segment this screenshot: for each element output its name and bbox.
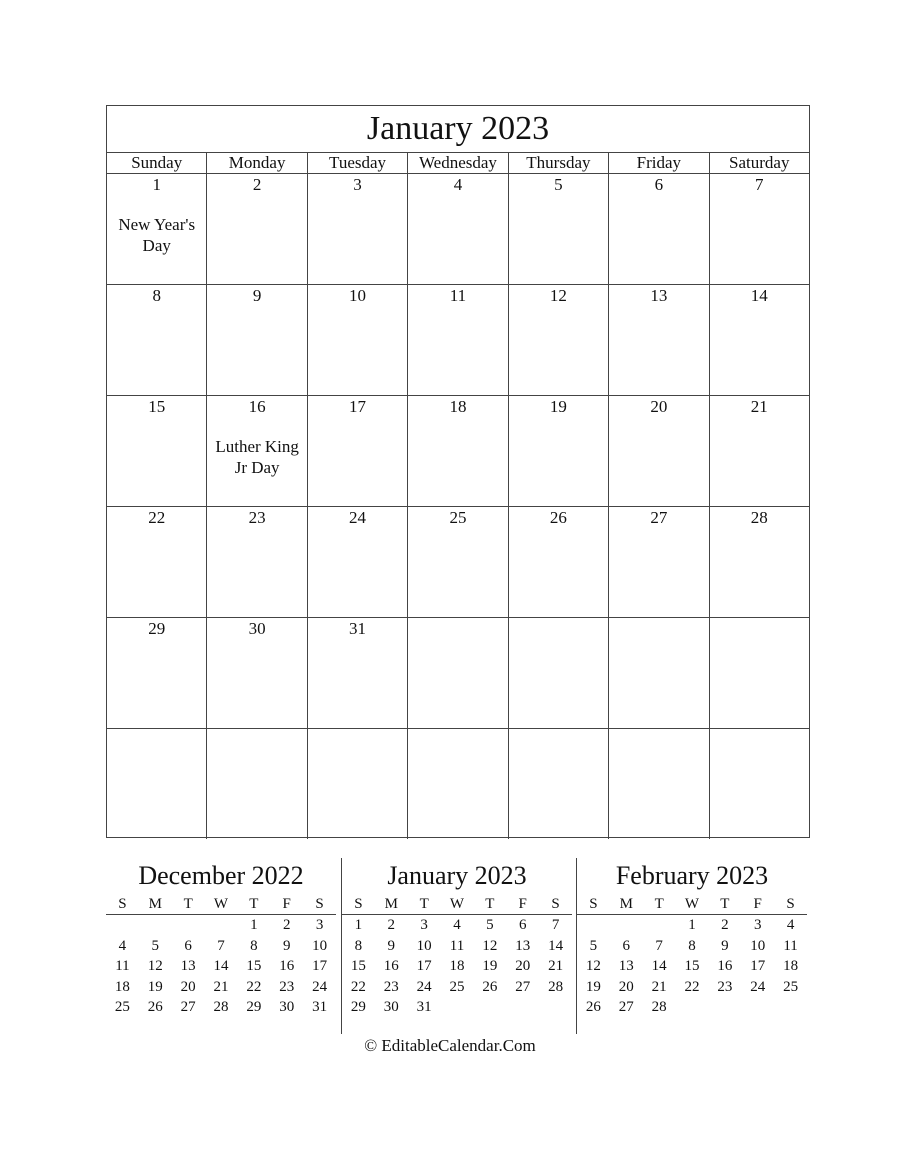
day-cell <box>509 285 609 395</box>
mini-calendar-title: December 2022 <box>138 861 304 890</box>
day-cell <box>710 396 809 506</box>
mini-day: 27 <box>515 978 531 995</box>
mini-day: 9 <box>387 937 396 954</box>
day-number <box>107 729 206 730</box>
day-cell <box>509 729 609 839</box>
mini-day: 26 <box>147 999 163 1015</box>
day-number <box>609 729 708 730</box>
day-cell <box>609 507 709 617</box>
weekday-sunday: Sunday <box>107 153 207 173</box>
weekday-monday: Monday <box>207 153 307 173</box>
mini-day: 10 <box>750 937 766 954</box>
mini-day: 16 <box>383 958 399 974</box>
mini-day: 29 <box>350 999 366 1015</box>
day-number: 12 <box>549 286 567 305</box>
mini-day: 30 <box>279 999 295 1015</box>
mini-day: 17 <box>312 958 328 974</box>
mini-day <box>106 915 139 936</box>
day-number: 17 <box>349 397 367 416</box>
day-cell <box>308 729 408 839</box>
day-cell <box>408 729 508 839</box>
mini-day: 29 <box>246 999 262 1015</box>
day-number: 3 <box>353 175 362 194</box>
mini-weekday: M <box>384 896 398 912</box>
mini-weekday: W <box>449 896 465 912</box>
mini-weekday-header <box>577 894 807 915</box>
day-cell <box>308 618 408 728</box>
mini-week-row <box>577 956 807 977</box>
mini-week-row <box>577 997 807 1018</box>
mini-day: 20 <box>618 978 634 995</box>
mini-day: 13 <box>618 958 634 974</box>
weekday-wednesday: Wednesday <box>408 153 508 173</box>
mini-day: 4 <box>453 917 461 933</box>
mini-day: 27 <box>618 999 634 1015</box>
mini-calendar-title: January 2023 <box>387 861 527 890</box>
mini-weekday: M <box>148 896 162 912</box>
day-number: 27 <box>650 508 668 527</box>
mini-day: 31 <box>312 999 328 1015</box>
day-number <box>408 729 507 730</box>
day-number: 14 <box>750 286 768 305</box>
mini-day: 26 <box>585 999 601 1015</box>
mini-day: 25 <box>783 978 799 995</box>
mini-weekday: F <box>282 896 291 912</box>
mini-day: 23 <box>383 978 399 995</box>
mini-week-row <box>577 977 807 998</box>
mini-day: 9 <box>721 937 729 954</box>
mini-day: 19 <box>585 978 601 995</box>
mini-day: 6 <box>184 937 192 954</box>
day-cell <box>107 285 207 395</box>
mini-day: 20 <box>515 958 531 974</box>
mini-day: 11 <box>783 937 798 954</box>
day-cell <box>308 174 408 284</box>
mini-day <box>205 915 238 936</box>
mini-day: 13 <box>180 958 196 974</box>
day-number: 4 <box>453 175 463 194</box>
weekday-saturday: Saturday <box>729 153 790 172</box>
day-cell <box>710 174 809 284</box>
day-cell <box>509 396 609 506</box>
mini-weekday: S <box>786 896 795 912</box>
mini-day: 7 <box>551 917 560 933</box>
day-cell <box>609 618 709 728</box>
mini-week-row <box>577 915 807 936</box>
mini-day <box>473 997 506 1018</box>
mini-day: 30 <box>383 999 399 1015</box>
day-number: 25 <box>449 508 467 527</box>
day-number: 24 <box>349 508 367 527</box>
day-cell <box>207 285 307 395</box>
mini-day: 2 <box>721 917 729 933</box>
mini-day: 15 <box>684 958 700 974</box>
day-number: 19 <box>549 397 567 416</box>
mini-week-row <box>342 977 572 998</box>
day-cell <box>107 396 207 506</box>
mini-day: 22 <box>350 978 366 995</box>
day-cell <box>609 729 709 839</box>
mini-calendar-title: February 2023 <box>615 861 769 890</box>
mini-day: 18 <box>114 978 130 995</box>
day-number: 2 <box>252 175 262 194</box>
calendar-week <box>107 618 809 729</box>
mini-day: 12 <box>482 937 498 954</box>
day-cell <box>207 618 307 728</box>
mini-weekday-header <box>106 894 336 915</box>
mini-day: 28 <box>651 999 667 1015</box>
day-cell <box>408 174 508 284</box>
mini-day: 11 <box>449 937 465 954</box>
mini-week-row <box>342 956 572 977</box>
mini-weekday: M <box>619 896 633 912</box>
mini-day: 14 <box>651 958 667 974</box>
day-cell <box>408 618 508 728</box>
mini-day: 6 <box>622 937 631 954</box>
day-number: 22 <box>148 508 166 527</box>
mini-day: 6 <box>518 917 527 933</box>
mini-weekday: W <box>213 896 229 912</box>
mini-day <box>139 915 172 936</box>
mini-day: 25 <box>449 978 465 995</box>
mini-weekday: S <box>589 896 598 912</box>
day-cell <box>710 285 809 395</box>
day-number: 1 <box>152 175 161 194</box>
mini-day: 2 <box>387 917 396 933</box>
mini-calendars <box>106 858 810 1034</box>
day-number: 15 <box>148 397 166 416</box>
mini-day: 16 <box>279 958 295 974</box>
day-number <box>207 729 306 730</box>
calendar-grid <box>107 174 809 839</box>
day-number: 29 <box>148 619 166 638</box>
mini-day: 8 <box>688 937 696 954</box>
day-number <box>710 729 809 730</box>
month-calendar <box>106 105 810 838</box>
day-cell <box>107 507 207 617</box>
mini-day: 3 <box>420 917 428 933</box>
day-cell <box>710 729 809 839</box>
calendar-week <box>107 507 809 618</box>
mini-day: 18 <box>783 958 799 974</box>
mini-week-row <box>106 936 336 957</box>
mini-day: 9 <box>282 937 291 954</box>
calendar-week <box>107 396 809 507</box>
mini-day <box>741 997 774 1018</box>
mini-day: 7 <box>655 937 663 954</box>
weekday-tuesday: Tuesday <box>308 153 408 173</box>
weekday-header <box>107 153 809 174</box>
mini-weekday: F <box>518 896 527 912</box>
mini-day: 12 <box>147 958 163 974</box>
day-cell <box>509 618 609 728</box>
mini-day: 23 <box>279 978 295 995</box>
mini-day <box>643 915 676 936</box>
day-cell <box>207 729 307 839</box>
day-cell <box>408 396 508 506</box>
day-number: 21 <box>750 397 768 416</box>
mini-weekday: T <box>419 896 429 912</box>
calendar-week <box>107 729 809 839</box>
mini-day: 27 <box>180 999 196 1015</box>
day-cell <box>408 507 508 617</box>
mini-day: 28 <box>548 978 564 995</box>
mini-week-row <box>342 915 572 936</box>
day-cell <box>107 729 207 839</box>
mini-day: 24 <box>416 978 432 995</box>
day-cell <box>408 285 508 395</box>
day-cell <box>609 396 709 506</box>
mini-week-row <box>106 956 336 977</box>
day-cell <box>308 285 408 395</box>
day-number: 20 <box>650 397 668 416</box>
mini-weekday-header <box>342 894 572 915</box>
mini-day: 23 <box>717 978 733 995</box>
weekday-friday: Friday <box>609 153 709 173</box>
mini-weekday: T <box>654 896 664 912</box>
mini-day: 8 <box>250 937 258 954</box>
day-cell <box>509 507 609 617</box>
mini-week-row <box>342 936 572 957</box>
mini-day: 19 <box>147 978 163 995</box>
mini-day <box>539 997 572 1018</box>
mini-day <box>610 915 643 936</box>
day-number: 16 <box>248 397 266 416</box>
day-number <box>308 729 407 730</box>
mini-day <box>774 997 807 1018</box>
calendar-week <box>107 285 809 396</box>
holiday-label: New Year's Day <box>118 215 196 255</box>
day-number <box>408 618 507 619</box>
day-number: 8 <box>152 286 161 305</box>
day-number: 10 <box>349 286 367 305</box>
weekday-thursday: Thursday <box>509 153 609 173</box>
mini-day: 16 <box>717 958 733 974</box>
mini-week-row <box>106 915 336 936</box>
mini-day: 22 <box>684 978 700 995</box>
mini-day: 19 <box>482 958 498 974</box>
mini-day: 1 <box>688 917 696 933</box>
mini-day: 10 <box>416 937 432 954</box>
mini-week-row <box>577 936 807 957</box>
day-cell <box>107 174 207 284</box>
mini-day: 14 <box>213 958 229 974</box>
calendar-week <box>107 174 809 285</box>
mini-day: 3 <box>315 917 324 933</box>
day-cell <box>308 396 408 506</box>
mini-day: 24 <box>312 978 328 995</box>
mini-day: 1 <box>354 917 363 933</box>
day-number: 5 <box>554 175 563 194</box>
mini-day: 21 <box>548 958 564 974</box>
day-number <box>509 729 608 730</box>
mini-day: 31 <box>416 999 432 1015</box>
mini-day: 4 <box>118 937 127 954</box>
mini-day: 24 <box>750 978 766 995</box>
mini-day <box>577 915 610 936</box>
day-number: 26 <box>549 508 567 527</box>
holiday-label: Luther King Jr Day <box>215 437 299 477</box>
mini-day: 22 <box>246 978 262 995</box>
mini-day: 5 <box>151 937 160 954</box>
mini-day: 8 <box>354 937 363 954</box>
day-number: 9 <box>252 286 262 305</box>
day-number: 18 <box>449 397 467 416</box>
mini-day <box>172 915 205 936</box>
day-cell <box>609 174 709 284</box>
day-number <box>509 618 608 619</box>
mini-day: 17 <box>416 958 432 974</box>
mini-calendar-february-2023 <box>577 858 807 1018</box>
mini-day: 5 <box>589 937 598 954</box>
mini-week-row <box>342 997 572 1018</box>
mini-day: 4 <box>786 917 795 933</box>
mini-day <box>506 997 539 1018</box>
mini-day: 15 <box>350 958 366 974</box>
day-number: 31 <box>349 619 367 638</box>
mini-day: 10 <box>312 937 328 954</box>
mini-day: 17 <box>750 958 766 974</box>
mini-day: 13 <box>515 937 531 954</box>
mini-weekday: S <box>354 896 363 912</box>
mini-calendar-december-2022 <box>106 858 336 1018</box>
mini-weekday: W <box>684 896 700 912</box>
mini-weekday: S <box>551 896 560 912</box>
mini-calendar-january-2023 <box>342 858 572 1018</box>
mini-weekday: T <box>249 896 259 912</box>
day-number: 6 <box>654 175 664 194</box>
day-cell <box>207 174 307 284</box>
mini-day <box>676 997 709 1018</box>
day-number: 11 <box>449 286 467 305</box>
day-cell <box>207 396 307 506</box>
day-number: 28 <box>750 508 768 527</box>
mini-day: 15 <box>246 958 262 974</box>
mini-day: 21 <box>651 978 667 995</box>
day-cell <box>207 507 307 617</box>
mini-day: 7 <box>217 937 225 954</box>
mini-weekday: S <box>118 896 127 912</box>
mini-day <box>708 997 741 1018</box>
mini-day: 21 <box>213 978 229 995</box>
mini-week-row <box>106 997 336 1018</box>
day-number: 7 <box>754 175 764 194</box>
mini-day: 18 <box>449 958 465 974</box>
mini-day: 28 <box>213 999 229 1015</box>
day-number: 30 <box>248 619 266 638</box>
mini-day: 5 <box>486 917 494 933</box>
mini-day: 12 <box>585 958 601 974</box>
copyright-footer: © EditableCalendar.Com <box>364 1036 536 1055</box>
mini-day: 26 <box>482 978 498 995</box>
day-number <box>710 618 809 619</box>
day-cell <box>509 174 609 284</box>
mini-day <box>441 997 474 1018</box>
mini-day: 20 <box>180 978 196 995</box>
mini-day: 3 <box>753 917 762 933</box>
calendar-title: January 2023 <box>107 106 809 153</box>
day-cell <box>710 618 809 728</box>
mini-day: 14 <box>548 937 564 954</box>
mini-day: 11 <box>115 958 130 974</box>
day-number: 13 <box>650 286 668 305</box>
mini-weekday: F <box>753 896 762 912</box>
day-cell <box>710 507 809 617</box>
mini-day: 25 <box>114 999 130 1015</box>
mini-day: 2 <box>282 917 291 933</box>
day-cell <box>107 618 207 728</box>
mini-weekday: T <box>485 896 495 912</box>
day-cell <box>308 507 408 617</box>
mini-weekday: T <box>183 896 193 912</box>
mini-weekday: T <box>720 896 730 912</box>
mini-week-row <box>106 977 336 998</box>
mini-weekday: S <box>315 896 324 912</box>
day-cell <box>609 285 709 395</box>
mini-day: 1 <box>250 917 258 933</box>
day-number <box>609 618 708 619</box>
day-number: 23 <box>248 508 266 527</box>
